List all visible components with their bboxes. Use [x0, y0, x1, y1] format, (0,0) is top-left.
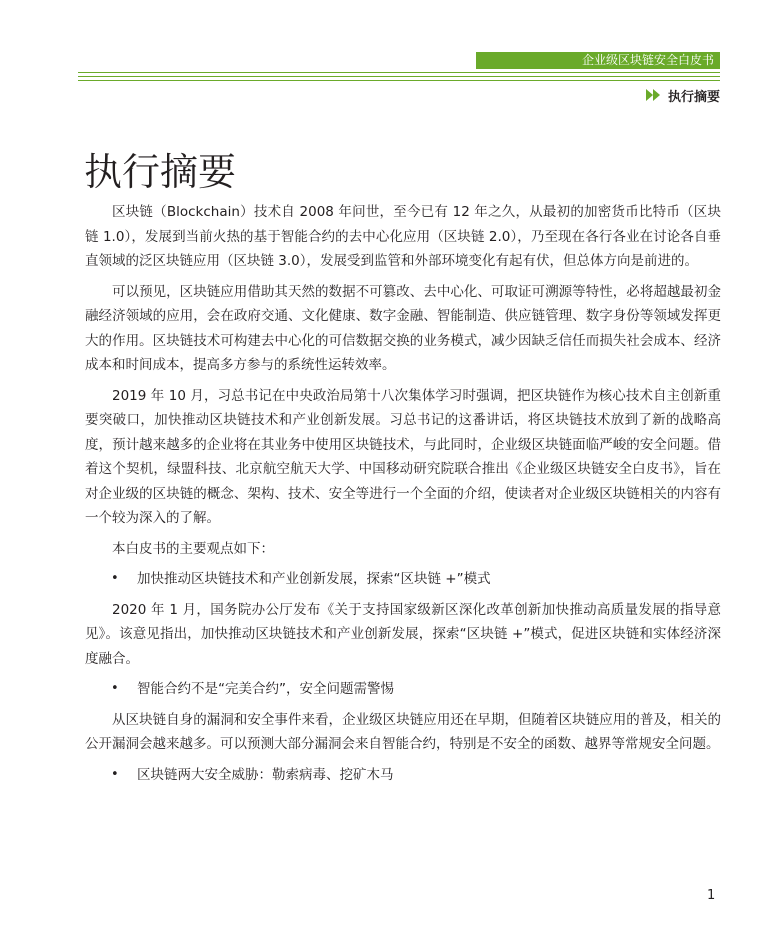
page-title: 执行摘要 [84, 150, 237, 194]
bullet-marker: • [111, 766, 119, 782]
page-number: 1 [707, 888, 716, 903]
document-title-tag: 企业级区块链安全白皮书 [476, 52, 720, 69]
bullet-marker: • [111, 571, 119, 586]
section-marker [646, 86, 720, 104]
header-rules [78, 69, 720, 81]
double-chevron-icon [646, 89, 662, 101]
key-point-body: 从区块链自身的漏洞和安全事件来看，企业级区块链应用还在早期，但随着区块链应用的普及，相关的公开漏洞会越来越多。可以预测大部分漏洞会来自智能合约，特别是不安全的函数、越界等常规安全问题。 [85, 711, 721, 752]
section-label: 执行摘要 [667, 89, 720, 105]
paragraph: 本白皮书的主要观点如下： [112, 540, 274, 557]
key-point-text: 区块链两大安全威胁：勒索病毒、挖矿木马 [137, 766, 394, 783]
key-point-title [85, 677, 721, 702]
key-point-text: 智能合约不是“完美合约”，安全问题需警惕 [137, 681, 394, 697]
paragraph: 2019 年 10 月，习总书记在中央政治局第十八次集体学习时强调，把区块链作为核心技术自主创新重要突破口，加快推动区块链技术和产业创新发展。习总书记的这番讲话，将区块链技术放到了新的战略高度，预计越来越多的企业将在其业务中使用区块链技术，与此同时，企业级区块链面临严峻的安全问题。借着这个契机，绿盟科技、北京航空航天大学、中国移动研究院联合推出《企业级区块链安全白皮书》，旨在对企业级的区块链的概念、架构、技术、安全等进行一个全面的介绍，使读者对企业级区块链相关的内容有一个较为深入的了解。 [85, 387, 721, 526]
body-content [85, 200, 721, 793]
paragraph: 区块链（Blockchain）技术自 2008 年问世，至今已有 12 年之久，从最初的加密货币比特币（区块链 1.0），发展到当前火热的基于智能合约的去中心化应用（区块链 2.0），乃至现在各行各业在讨论各自垂直领域的泛区块链应用（区块链 3.0），发展受到监管和外部环境变化有起有伏，但总体方向是前进的。 [85, 204, 721, 269]
key-point-title [85, 763, 721, 788]
key-point-body: 2020 年 1 月，国务院办公厅发布《关于支持国家级新区深化改革创新加快推动高质量发展的指导意见》。该意见指出，加快推动区块链技术和产业创新发展，探索“区块链 +”模式，促进区块链和实体经济深度融合。 [85, 601, 721, 667]
key-point-text: 加快推动区块链技术和产业创新发展，探索“区块链 +”模式 [137, 571, 491, 587]
key-point-title [85, 567, 721, 592]
paragraph: 可以预见，区块链应用借助其天然的数据不可篡改、去中心化、可取证可溯源等特性，必将超越最初金融经济领域的应用，会在政府交通、文化健康、数字金融、智能制造、供应链管理、数字身份等领域发挥更大的作用。区块链技术可构建去中心化的可信数据交换的业务模式，减少因缺乏信任而损失社会成本、经济成本和时间成本，提高多方参与的系统性运转效率。 [85, 283, 721, 373]
bullet-marker: • [111, 681, 119, 696]
